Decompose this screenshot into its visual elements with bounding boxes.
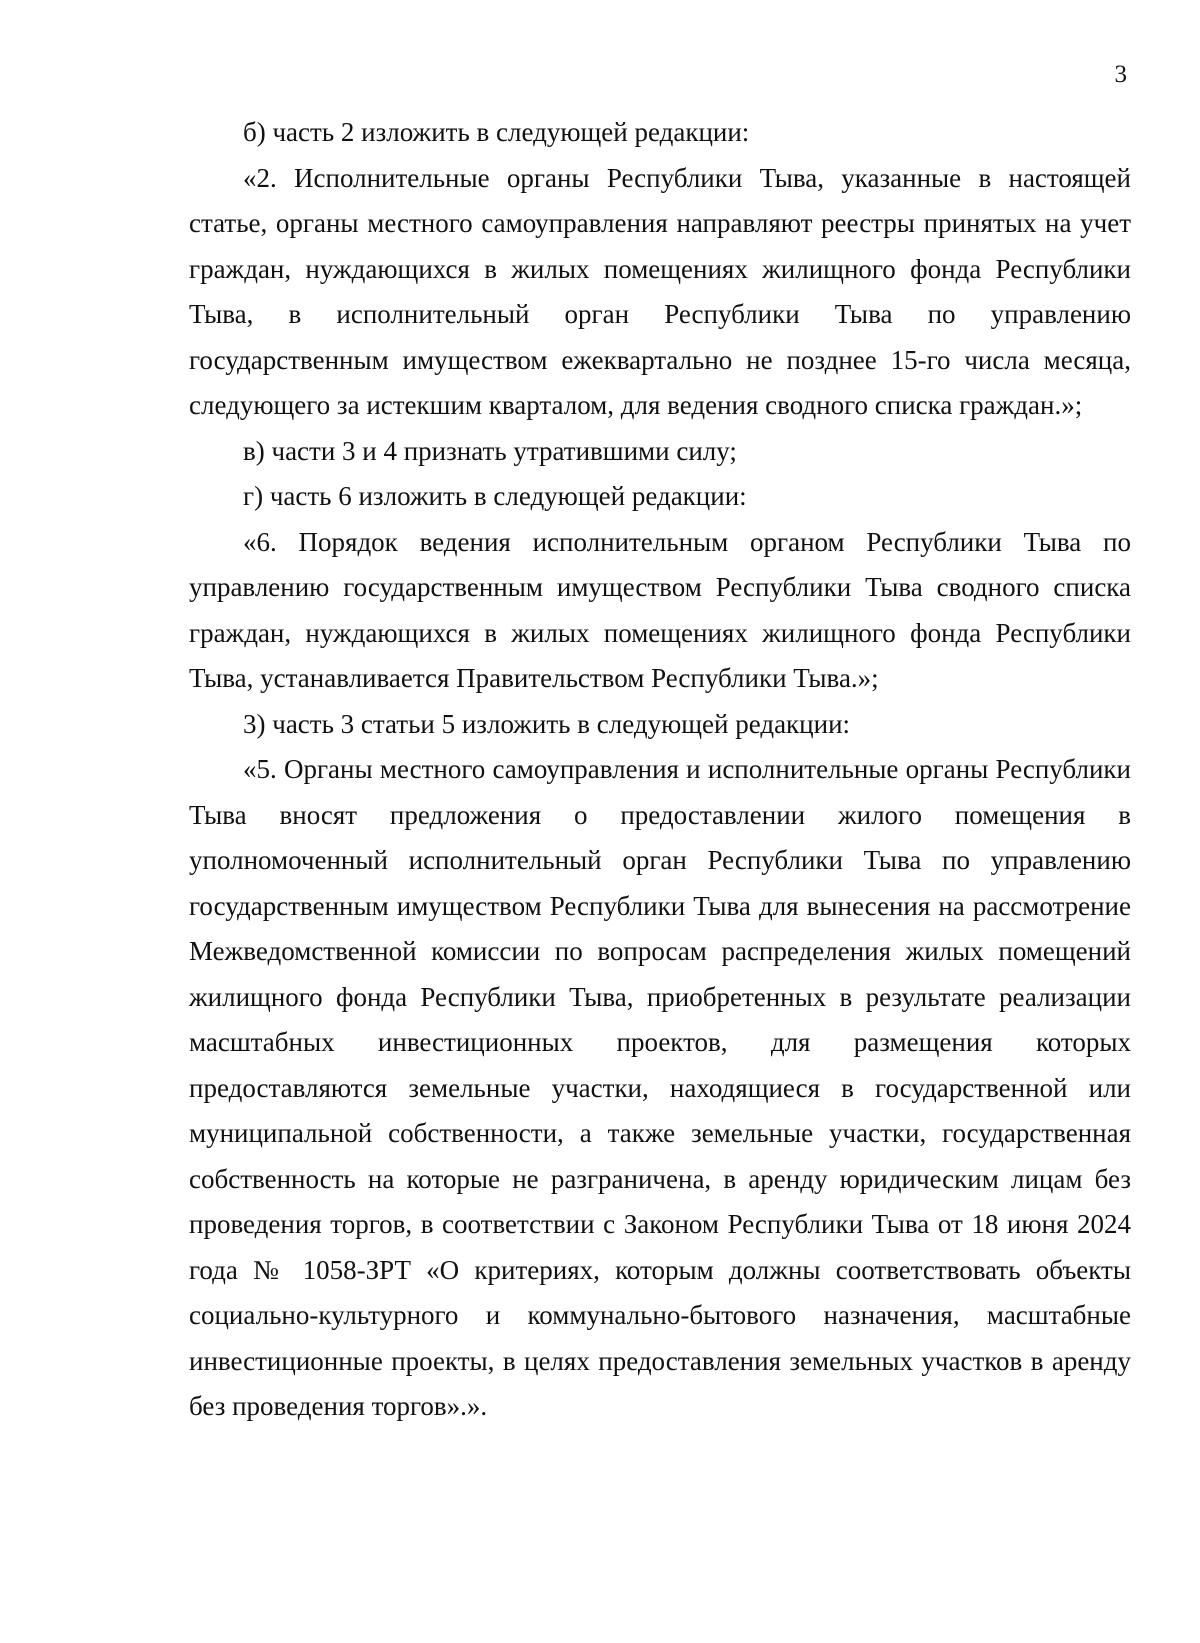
paragraph-item-v: в) части 3 и 4 признать утратившими силу;: [243, 435, 737, 466]
paragraph-item-b: б) часть 2 изложить в следующей редакции:: [243, 117, 750, 147]
page-number: 3: [1114, 61, 1127, 88]
document-body: [189, 110, 1131, 1430]
paragraph-item-g: г) часть 6 изложить в следующей редакции:: [243, 481, 747, 511]
paragraph-part-6-text: «6. Порядок ведения исполнительным органом Республики Тыва по управлению государственным имуществом Республики Тыва сводного списка граждан, нуждающихся в жилых помещениях жилищного фонда Республики Тыва, устанавливается Правительством Республики Тыва.»;: [189, 526, 1131, 693]
paragraph-item-3: 3) часть 3 статьи 5 изложить в следующей редакции:: [243, 708, 851, 739]
paragraph-article-5-text: «5. Органы местного самоуправления и исполнительные органы Республики Тыва вносят предложения о предоставлении жилого помещения в уполномоченный исполнительный орган Республики Тыва по управлению государственным имуществом Республики Тыва для вынесения на рассмотрение Межведомственной комиссии по вопросам распределения жилых помещений жилищного фонда Республики Тыва, приобретенных в результате реализации масштабных инвестиционных проектов, для размещения которых предоставляются земельные участки, находящиеся в государственной или муниципальной собственности, а также земельные участки, государственная собственность на которые не разграничена, в аренду юридическим лицам без проведения торгов, в соответствии с Законом Республики Тыва от 18 июня 2024 года № 1058-ЗРТ «О критериях, которым должны соответствовать объекты социально-культурного и коммунально-бытового назначения, масштабные инвестиционные проекты, в целях предоставления земельных участков в аренду без проведения торгов».».: [189, 754, 1131, 1421]
paragraph-part-2-text: «2. Исполнительные органы Республики Тыва, указанные в настоящей статье, органы местного самоуправления направляют реестры принятых на учет граждан, нуждающихся в жилых помещениях жилищного фонда Республики Тыва, в исполнительный орган Республики Тыва по управлению государственным имуществом ежеквартально не позднее 15-го числа месяца, следующего за истекшим кварталом, для ведения сводного списка граждан.»;: [189, 162, 1131, 420]
